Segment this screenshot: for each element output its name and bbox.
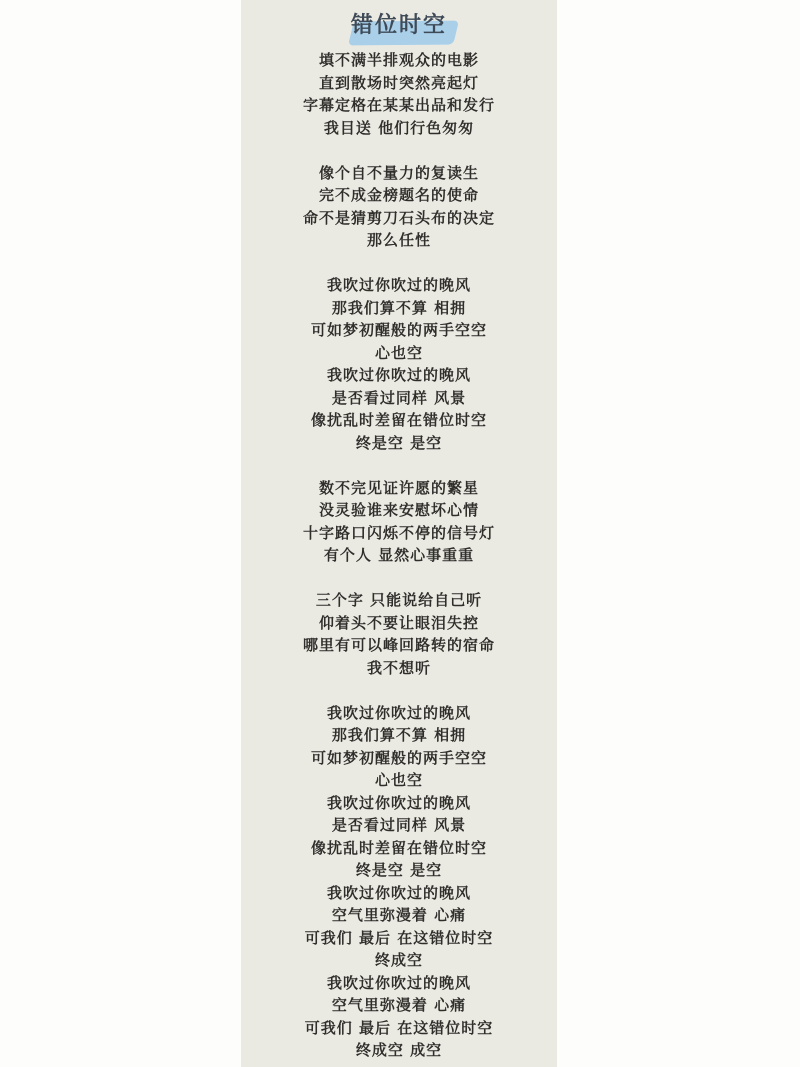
lyric-line: 是否看过同样 风景 [331,816,467,834]
lyric-line: 像个自不量力的复读生 [318,163,479,182]
lyric-line: 我吹过你吹过的晚风 [326,703,471,722]
lyric-line: 空气里弥漫着 心痛 [331,906,467,924]
lyric-line: 像扰乱时差留在错位时空 [310,411,487,429]
lyric-line: 那我们算不算 相拥 [331,726,467,744]
lyrics-body [241,49,557,1062]
stanza [241,274,557,454]
lyric-line: 哪里有可以峰回路转的宿命 [302,636,495,654]
lyric-line: 命不是猜剪刀石头布的决定 [302,208,495,227]
stanza [241,589,557,679]
lyric-line: 终是空 是空 [355,433,443,452]
lyric-line: 终成空 [374,951,423,969]
stanza [241,162,557,252]
lyric-line: 可如梦初醒般的两手空空 [310,321,487,339]
song-title-text: 错位时空 [350,13,447,38]
lyric-line: 填不满半排观众的电影 [318,51,479,69]
stanza [241,49,557,139]
lyric-line: 可如梦初醒般的两手空空 [310,748,487,767]
stanza [241,477,557,567]
lyric-line: 那我们算不算 相拥 [331,298,467,317]
lyric-line: 终是空 是空 [355,861,443,879]
lyric-line: 仰着头不要让眼泪失控 [318,613,479,632]
lyric-line: 终成空 成空 [355,1041,443,1059]
lyric-line: 心也空 [374,343,423,362]
lyric-line: 我吹过你吹过的晚风 [326,793,471,812]
lyric-line: 是否看过同样 风景 [331,388,467,407]
lyric-line: 十字路口闪烁不停的信号灯 [302,523,495,542]
lyric-line: 有个人 显然心事重重 [323,546,475,564]
lyric-line: 完不成金榜题名的使命 [318,186,479,204]
lyric-line: 没灵验谁来安慰坏心情 [318,501,479,519]
lyric-line: 我不想听 [366,658,431,677]
lyric-line: 我吹过你吹过的晚风 [326,883,471,902]
lyric-line: 数不完见证许愿的繁星 [318,478,479,497]
lyric-line: 空气里弥漫着 心痛 [331,996,467,1014]
lyric-line: 那么任性 [366,231,431,249]
lyric-line: 可我们 最后 在这错位时空 [304,1018,494,1037]
lyric-line: 像扰乱时差留在错位时空 [310,838,487,857]
title-row [241,13,557,39]
lyric-line: 可我们 最后 在这错位时空 [304,928,494,947]
stanza [241,702,557,1062]
lyric-line: 我目送 他们行色匆匆 [323,118,475,137]
lyric-line: 我吹过你吹过的晚风 [326,366,471,384]
lyrics-panel [241,0,557,1067]
lyric-line: 我吹过你吹过的晚风 [326,276,471,294]
lyric-line: 我吹过你吹过的晚风 [326,973,471,992]
lyric-line: 字幕定格在某某出品和发行 [302,96,495,114]
song-title [351,13,447,40]
lyric-line: 心也空 [374,771,423,789]
lyric-line: 直到散场时突然亮起灯 [318,73,479,92]
lyric-line: 三个字 只能说给自己听 [315,591,483,609]
